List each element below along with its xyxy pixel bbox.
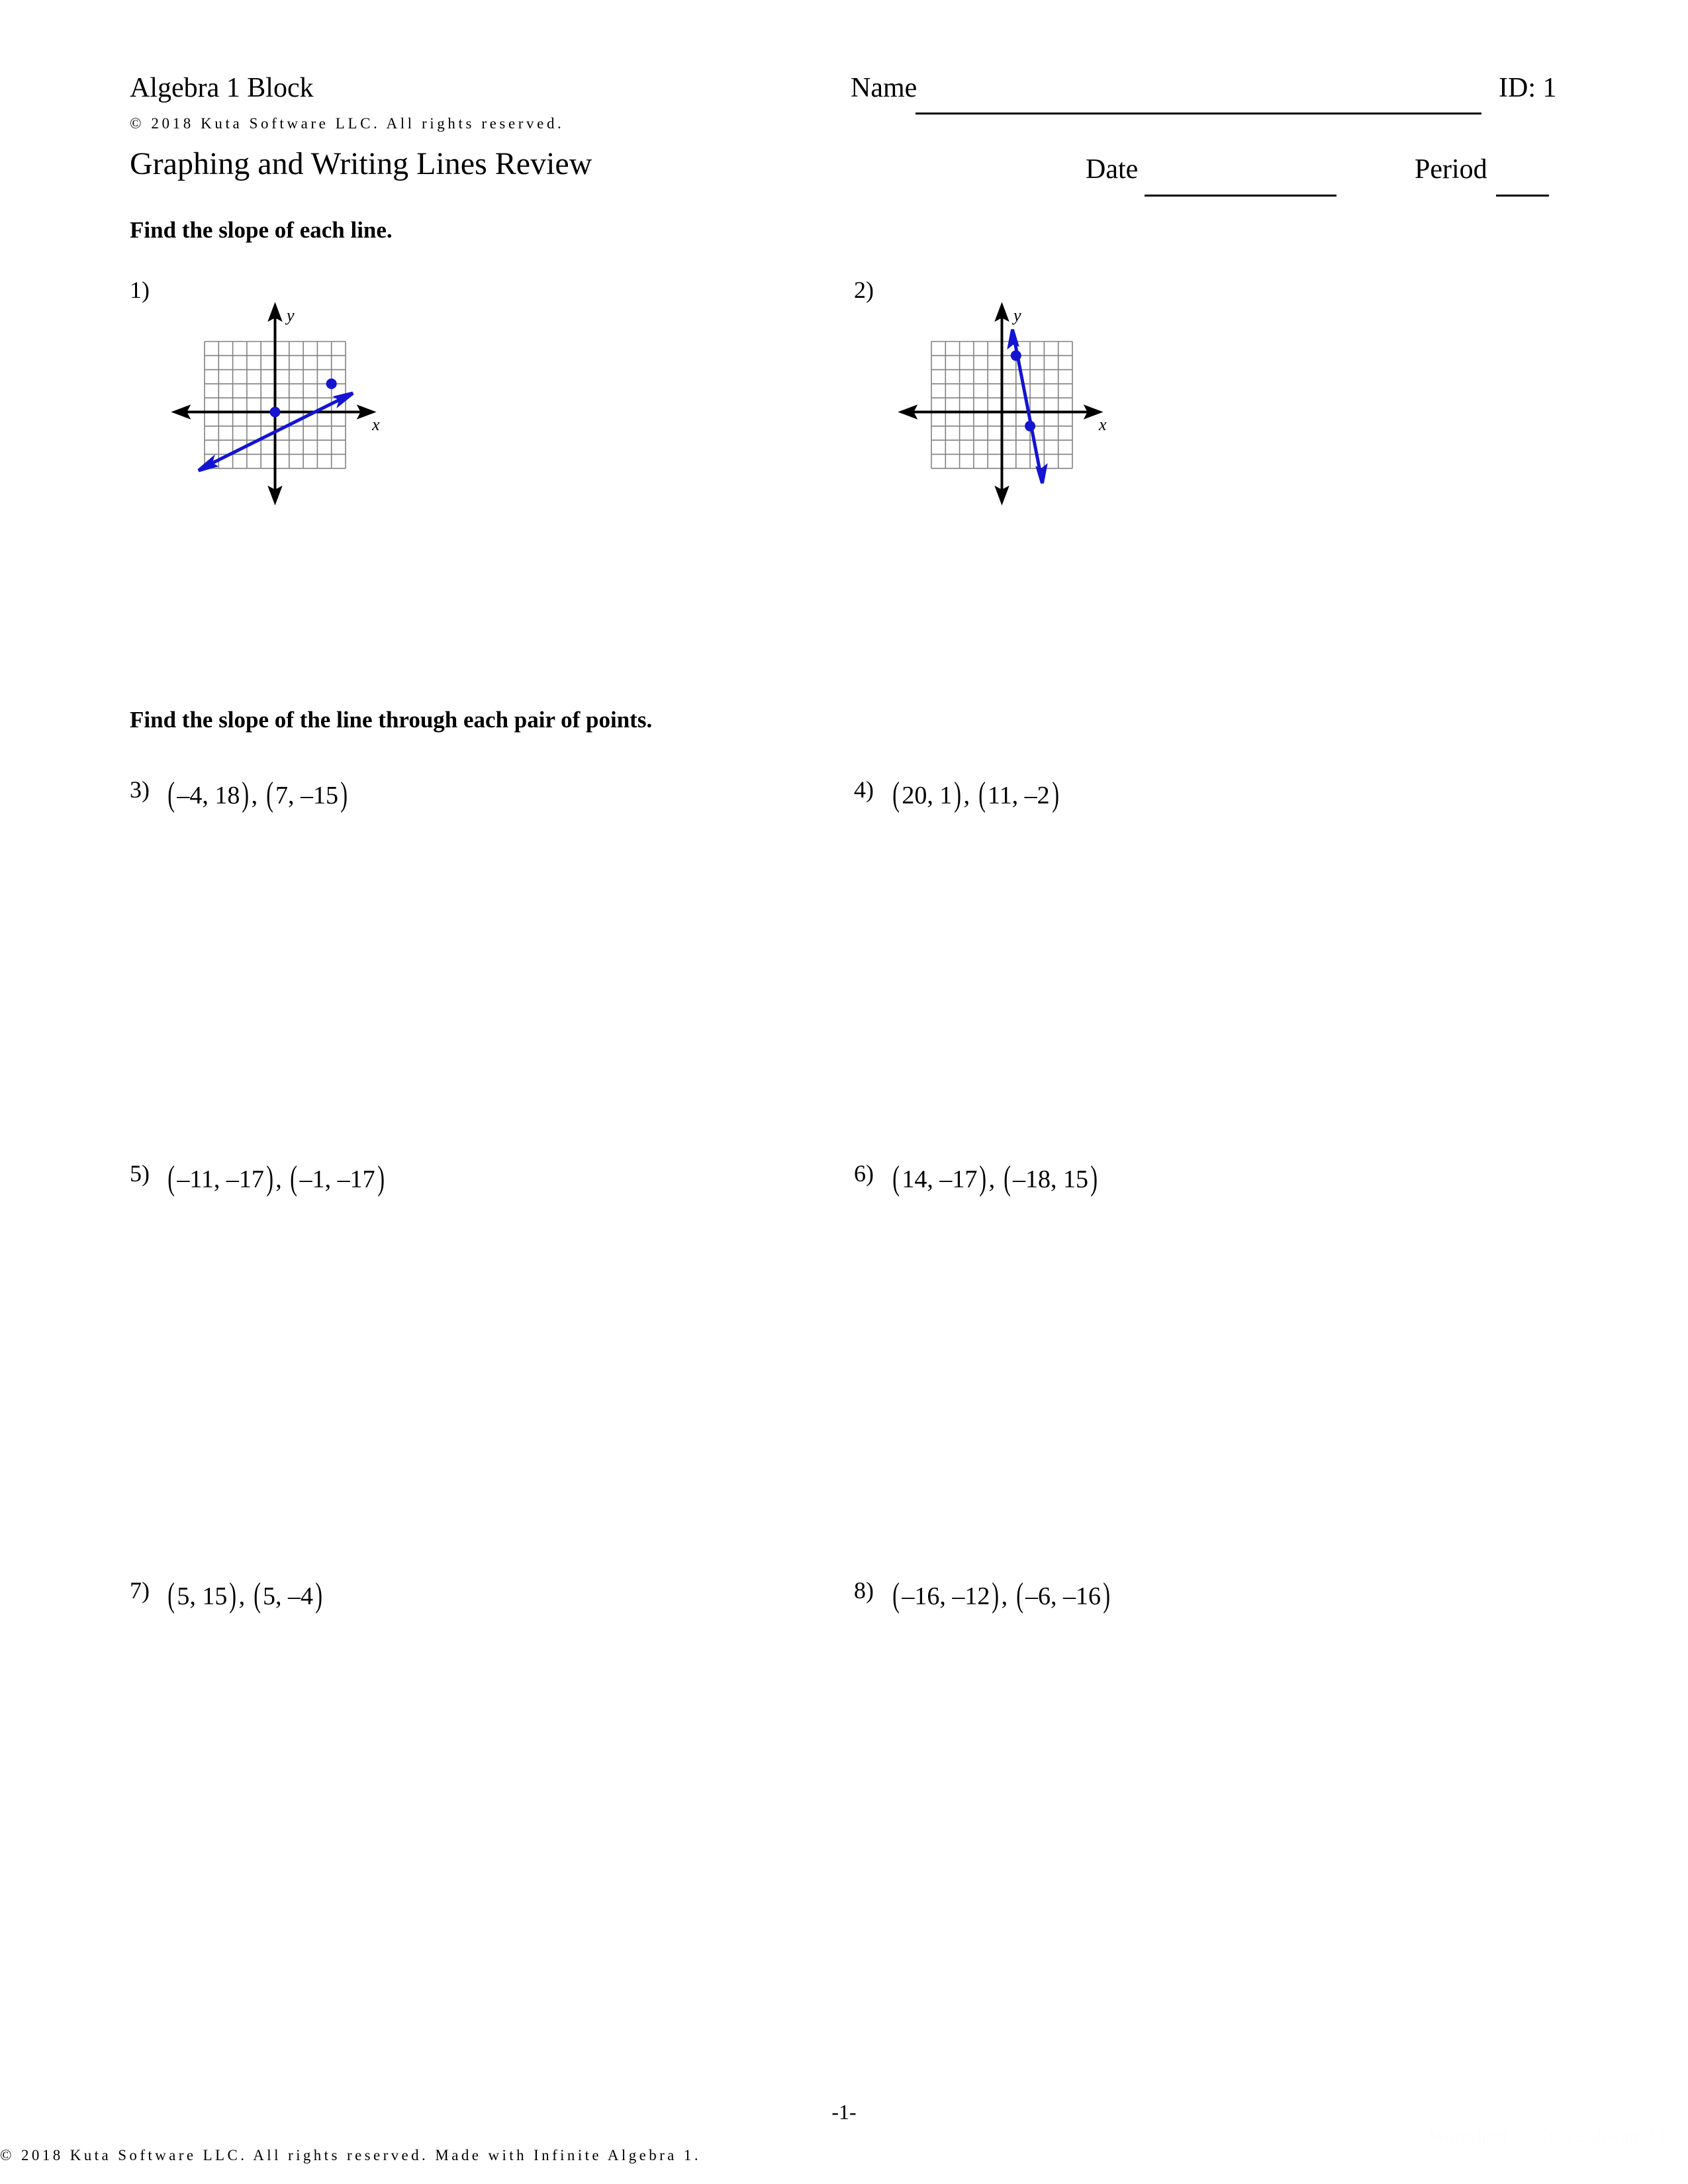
problem-5-y1: –17 [226, 1165, 264, 1193]
directions-section-2: Find the slope of the line through each pair of points. [130, 707, 653, 733]
problem-number-5: 5) [130, 1160, 150, 1187]
page-number: -1- [831, 2100, 857, 2124]
open-paren: ( [167, 1160, 175, 1197]
period-field-rule[interactable] [1496, 195, 1549, 197]
open-paren: ( [1003, 1160, 1011, 1197]
close-paren: ) [315, 1576, 323, 1614]
problem-6-x1: 14 [902, 1165, 927, 1193]
close-paren: ) [954, 776, 962, 813]
graph-1 [159, 298, 437, 622]
close-paren: ) [979, 1160, 987, 1197]
open-paren: ( [892, 1576, 900, 1614]
worksheet-id: ID: 1 [1499, 73, 1557, 103]
problem-3-x1: –4 [177, 782, 203, 809]
problem-7-x2: 5 [262, 1582, 275, 1610]
problem-8-y1: –12 [952, 1582, 990, 1610]
close-paren: ) [340, 776, 348, 813]
problem-number-4: 4) [854, 776, 874, 803]
close-paren: ) [377, 1160, 385, 1197]
course-name: Algebra 1 Block [130, 73, 314, 103]
close-paren: ) [266, 1160, 273, 1197]
problem-3-points: (–4, 18), (7, –15) [167, 776, 348, 813]
problem-4-x2: 11 [987, 782, 1012, 809]
name-label: Name [851, 73, 917, 103]
close-paren: ) [242, 776, 250, 813]
problem-3-x2: 7 [275, 782, 288, 809]
graph-1-xlabel: x [372, 415, 380, 434]
watermark: Worksheet by Kuta Software LLC [1429, 2126, 1683, 2147]
open-paren: ( [892, 1160, 900, 1197]
problem-4-y2: –2 [1024, 782, 1050, 809]
graph-2 [886, 298, 1164, 622]
problem-8-x2: –6 [1025, 1582, 1051, 1610]
open-paren: ( [1015, 1576, 1023, 1614]
problem-8-y2: –16 [1062, 1582, 1101, 1610]
problem-4-y1: 1 [939, 782, 953, 809]
graph-1-ylabel: y [287, 306, 295, 325]
problem-7-points: (5, 15), (5, –4) [167, 1576, 323, 1614]
open-paren: ( [167, 776, 175, 813]
problem-6-points: (14, –17), (–18, 15) [892, 1160, 1098, 1197]
open-paren: ( [167, 1576, 175, 1614]
problem-7-x1: 5 [177, 1582, 190, 1610]
problem-7-y1: 15 [202, 1582, 228, 1610]
header-copyright: © 2018 Kuta Software LLC. All rights reserved. [130, 115, 565, 132]
problem-number-2: 2) [854, 277, 874, 303]
problem-5-x1: –11 [177, 1165, 214, 1193]
graph-2-xlabel: x [1099, 415, 1107, 434]
problem-number-6: 6) [854, 1160, 874, 1187]
problem-5-y2: –17 [337, 1165, 375, 1193]
date-label: Date [1086, 154, 1139, 185]
problem-3-y2: –15 [300, 782, 338, 809]
problem-6-x2: –18 [1012, 1165, 1051, 1193]
open-paren: ( [265, 776, 273, 813]
open-paren: ( [290, 1160, 298, 1197]
problem-6-y2: 15 [1062, 1165, 1088, 1193]
problem-5-points: (–11, –17), (–1, –17) [167, 1160, 385, 1197]
directions-section-1: Find the slope of each line. [130, 217, 393, 243]
close-paren: ) [992, 1576, 1000, 1614]
problem-6-y1: –17 [939, 1165, 978, 1193]
problem-5-x2: –1 [299, 1165, 325, 1193]
problem-8-x1: –16 [902, 1582, 940, 1610]
problem-8-points: (–16, –12), (–6, –16) [892, 1576, 1111, 1614]
problem-number-3: 3) [130, 776, 150, 803]
page-title: Graphing and Writing Lines Review [130, 146, 592, 181]
problem-4-points: (20, 1), (11, –2) [892, 776, 1059, 813]
close-paren: ) [1103, 1576, 1111, 1614]
problem-3-y1: 18 [214, 782, 240, 809]
graph-2-ylabel: y [1013, 306, 1021, 325]
problem-number-1: 1) [130, 277, 150, 303]
problem-number-8: 8) [854, 1577, 874, 1604]
problem-7-y2: –4 [287, 1582, 313, 1610]
footer-copyright: © 2018 Kuta Software LLC. All rights reserved. Made with Infinite Algebra 1. [0, 2147, 701, 2163]
problem-number-7: 7) [130, 1577, 150, 1604]
open-paren: ( [892, 776, 900, 813]
close-paren: ) [1051, 776, 1059, 813]
name-field-rule[interactable] [915, 113, 1481, 114]
problem-4-x1: 20 [902, 782, 927, 809]
period-label: Period [1415, 154, 1487, 185]
date-field-rule[interactable] [1145, 195, 1336, 197]
open-paren: ( [978, 776, 986, 813]
open-paren: ( [253, 1576, 261, 1614]
close-paren: ) [1090, 1160, 1098, 1197]
close-paren: ) [229, 1576, 237, 1614]
